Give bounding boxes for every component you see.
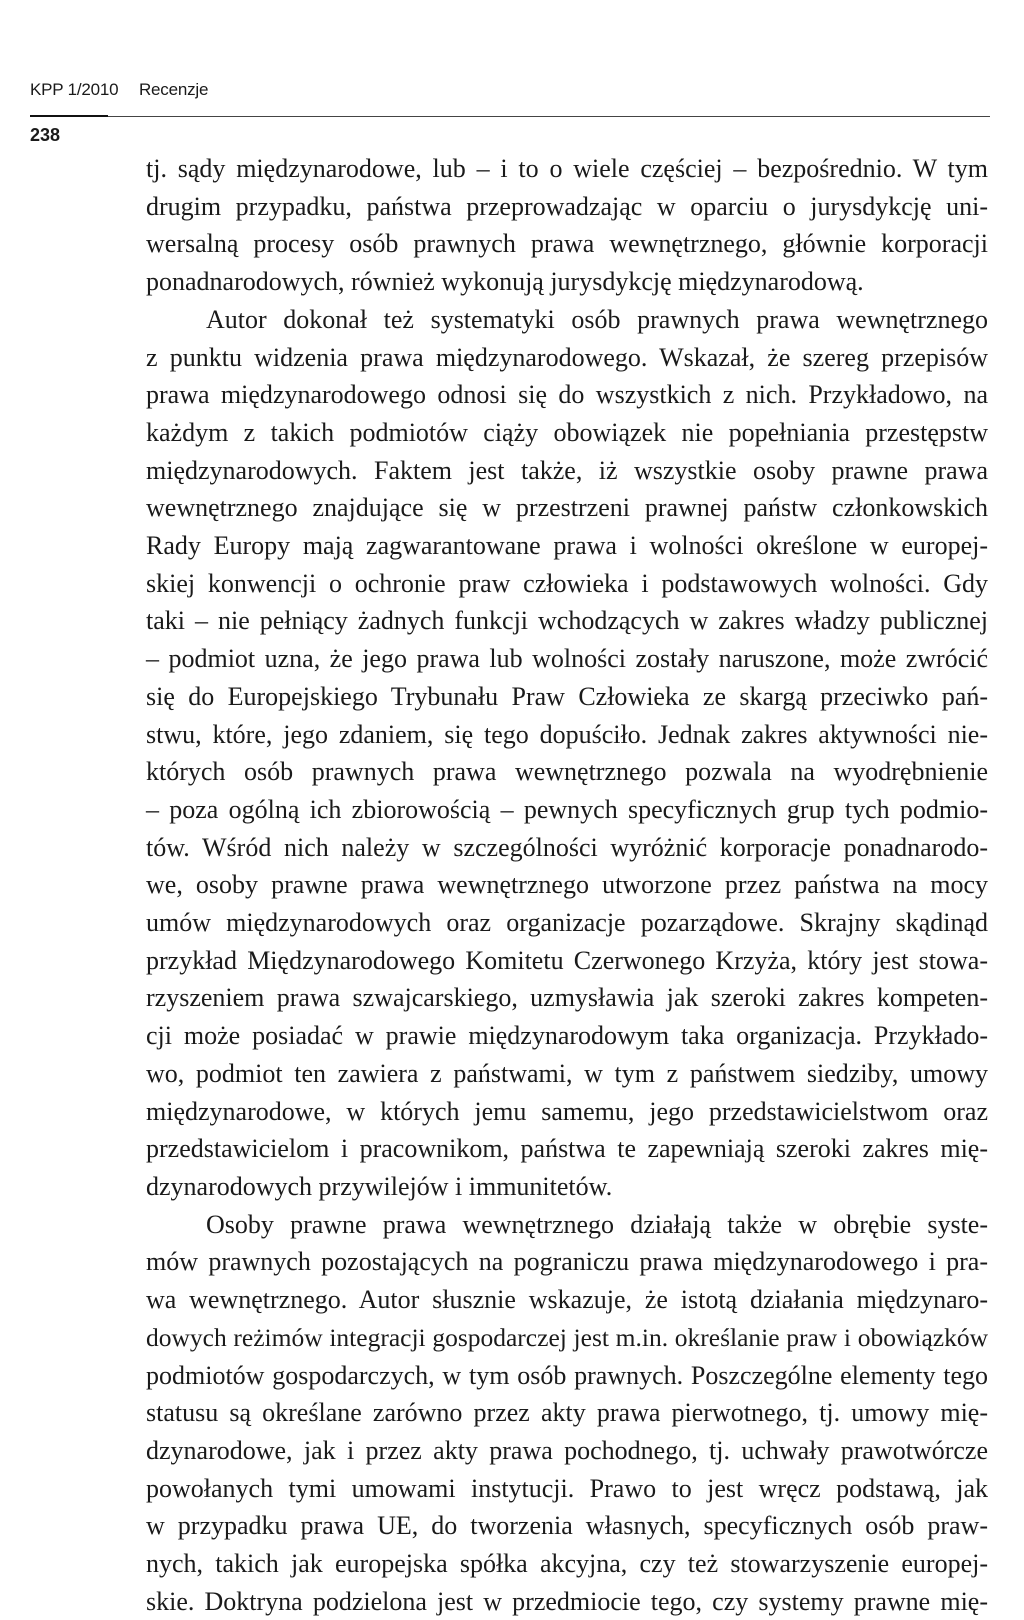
text-line: mów prawnych pozostających na pograniczu prawa międzynarodowego i pra- (146, 1247, 988, 1277)
text-line: ponadnarodowych, również wykonują jurysdykcję międzynarodową. (146, 267, 864, 297)
section-name: Recenzje (138, 80, 209, 99)
text-line: wo, podmiot ten zawiera z państwami, w tym z państwem siedziby, umowy (146, 1058, 988, 1088)
text-line: Rady Europy mają zagwarantowane prawa i wolności określone w europej- (146, 531, 988, 561)
text-line: Osoby prawne prawa wewnętrznego działają także w obrębie syste- (206, 1209, 988, 1239)
text-line: wersalną procesy osób prawnych prawa wewnętrznego, głównie korporacji (146, 229, 988, 259)
text-line: statusu są określane zarówno przez akty prawa pierwotnego, tj. umowy mię- (146, 1398, 988, 1428)
text-line: – poza ogólną ich zbiorowością – pewnych specyficznych grup tych podmio- (146, 794, 988, 824)
text-line: wa wewnętrznego. Autor słusznie wskazuje, że istotą działania międzynaro- (146, 1285, 988, 1315)
header-rule-accent (30, 115, 108, 117)
text-line: tów. Wśród nich należy w szczególności wyróżnić korporacje ponadnarodo- (146, 832, 988, 862)
text-line: skiej konwencji o ochronie praw człowieka i podstawowych wolności. Gdy (146, 568, 988, 598)
text-line: międzynarodowych. Faktem jest także, iż wszystkie osoby prawne prawa (146, 455, 988, 485)
text-line: – podmiot uzna, że jego prawa lub wolności zostały naruszone, może zwrócić (146, 644, 988, 674)
text-line: dzynarodowe, jak i przez akty prawa pochodnego, tj. uchwały prawotwórcze (146, 1435, 988, 1465)
text-line: dowych reżimów integracji gospodarczej jest m.in. określanie praw i obowiązków (146, 1322, 988, 1352)
text-line: drugim przypadku, państwa przeprowadzając w oparciu o jurysdykcję uni- (146, 191, 988, 221)
page-number: 238 (30, 125, 61, 145)
text-line: wewnętrznego znajdujące się w przestrzeni prawnej państw członkowskich (146, 493, 988, 523)
text-line: powołanych tymi umowami instytucji. Prawo to jest wręcz podstawą, jak (146, 1473, 988, 1503)
text-line: stwu, które, jego zdaniem, się tego dopuściło. Jednak zakres aktywności nie- (146, 719, 988, 749)
header-rule (30, 116, 990, 117)
text-line: rzyszeniem prawa szwajcarskiego, uzmysławia jak szeroki zakres kompeten- (146, 983, 988, 1013)
text-line: w przypadku prawa UE, do tworzenia własnych, specyficznych osób praw- (146, 1511, 988, 1541)
text-line: międzynarodowe, w których jemu samemu, jego przedstawicielstwom oraz (146, 1096, 988, 1126)
text-line: skie. Doktryna podzielona jest w przedmiocie tego, czy systemy prawne mię- (146, 1586, 988, 1616)
text-line: podmiotów gospodarczych, w tym osób prawnych. Poszczególne elementy tego (146, 1360, 988, 1390)
text-line: Autor dokonał też systematyki osób prawnych prawa wewnętrznego (206, 304, 988, 334)
text-line: z punktu widzenia prawa międzynarodowego. Wskazał, że szereg przepisów (146, 342, 988, 372)
text-line: się do Europejskiego Trybunału Praw Człowieka ze skargą przeciwko pań- (146, 681, 988, 711)
journal-issue: KPP 1/2010 (30, 80, 119, 99)
text-line: cji może posiadać w prawie międzynarodowym taka organizacja. Przykłado- (146, 1021, 988, 1051)
text-line: umów międzynarodowych oraz organizacje pozarządowe. Skrajny skądinąd (146, 908, 988, 938)
text-line: każdym z takich podmiotów ciąży obowiązek nie popełniania przestępstw (146, 417, 988, 447)
text-line: prawa międzynarodowego odnosi się do wszystkich z nich. Przykładowo, na (146, 380, 988, 410)
text-line: we, osoby prawne prawa wewnętrznego utworzone przez państwa na mocy (146, 870, 988, 900)
text-line: przedstawicielom i pracownikom, państwa te zapewniają szeroki zakres mię- (146, 1134, 988, 1164)
article-body (146, 150, 988, 1620)
text-line: dzynarodowych przywilejów i immunitetów. (146, 1171, 613, 1201)
running-head (30, 80, 208, 100)
text-line: tj. sądy międzynarodowe, lub – i to o wiele częściej – bezpośrednio. W tym (146, 154, 988, 183)
text-line: nych, takich jak europejska spółka akcyjna, czy też stowarzyszenie europej- (146, 1549, 988, 1579)
text-line: taki – nie pełniący żadnych funkcji wchodzących w zakres władzy publicznej (146, 606, 988, 636)
text-line: których osób prawnych prawa wewnętrznego pozwala na wyodrębnienie (146, 757, 988, 787)
text-line: przykład Międzynarodowego Komitetu Czerwonego Krzyża, który jest stowa- (146, 945, 988, 975)
